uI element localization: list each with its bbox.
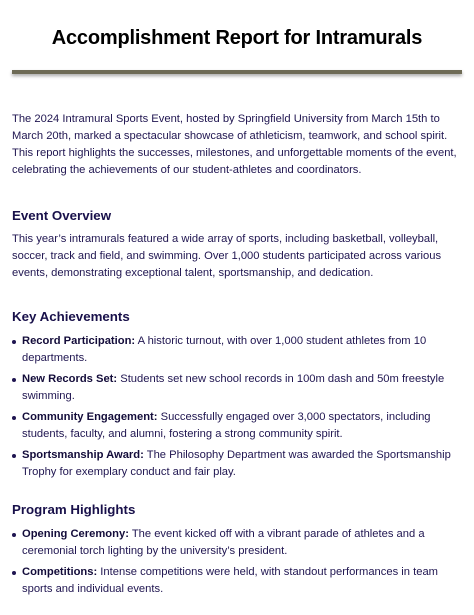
list-item	[12, 333, 462, 367]
document-title: Accomplishment Report for Intramurals	[51, 27, 423, 49]
list-item-label: Opening Ceremony:	[22, 528, 129, 540]
event-overview-heading: Event Overview	[12, 208, 112, 223]
list-item-text: A historic turnout, with over 1,000 student athletes from 10 departments.	[22, 335, 427, 364]
event-overview-paragraph: This year’s intramurals featured a wide array of sports, including basketball, volleyball, soccer, track and field, and swimming. Over 1,000 students participated across various events, demonstrating exceptional talent, sportsmanship, and dedication.	[12, 233, 442, 279]
list-item-text: Successfully engaged over 3,000 spectators, including students, faculty, and alumni, fostering a strong community spirit.	[22, 411, 431, 440]
list-item	[12, 526, 462, 560]
list-item-label: Record Participation:	[22, 335, 136, 347]
list-item-label: New Records Set:	[22, 373, 118, 385]
title-divider	[12, 70, 462, 74]
key-achievements-heading: Key Achievements	[12, 309, 130, 324]
list-item-text: Students set new school records in 100m dash and 50m freestyle swimming.	[22, 373, 445, 402]
list-item	[12, 409, 462, 443]
list-item-text: The event kicked off with a vibrant parade of athletes and a ceremonial torch lighting by the university’s president.	[22, 528, 425, 557]
list-item-label: Competitions:	[22, 566, 98, 578]
report-body	[12, 111, 462, 598]
program-highlights-list	[12, 526, 462, 598]
key-achievements-list	[12, 333, 462, 481]
list-item-label: Sportsmanship Award:	[22, 449, 144, 461]
list-item	[12, 371, 462, 405]
list-item	[12, 447, 462, 481]
list-item-text: Intense competitions were held, with standout performances in team sports and individual events.	[22, 566, 438, 595]
list-item-label: Community Engagement:	[22, 411, 158, 423]
program-highlights-heading: Program Highlights	[12, 502, 136, 517]
intro-paragraph: The 2024 Intramural Sports Event, hosted by Springfield University from March 15th to March 20th, marked a spectacular showcase of athleticism, teamwork, and school spirit. This report highlights the successes, milestones, and unforgettable moments of the event, celebrating the achievements of our student-athletes and coordinators.	[12, 113, 457, 176]
list-item-text: The Philosophy Department was awarded the Sportsmanship Trophy for exemplary conduct and fair play.	[22, 449, 451, 478]
list-item	[12, 564, 462, 598]
